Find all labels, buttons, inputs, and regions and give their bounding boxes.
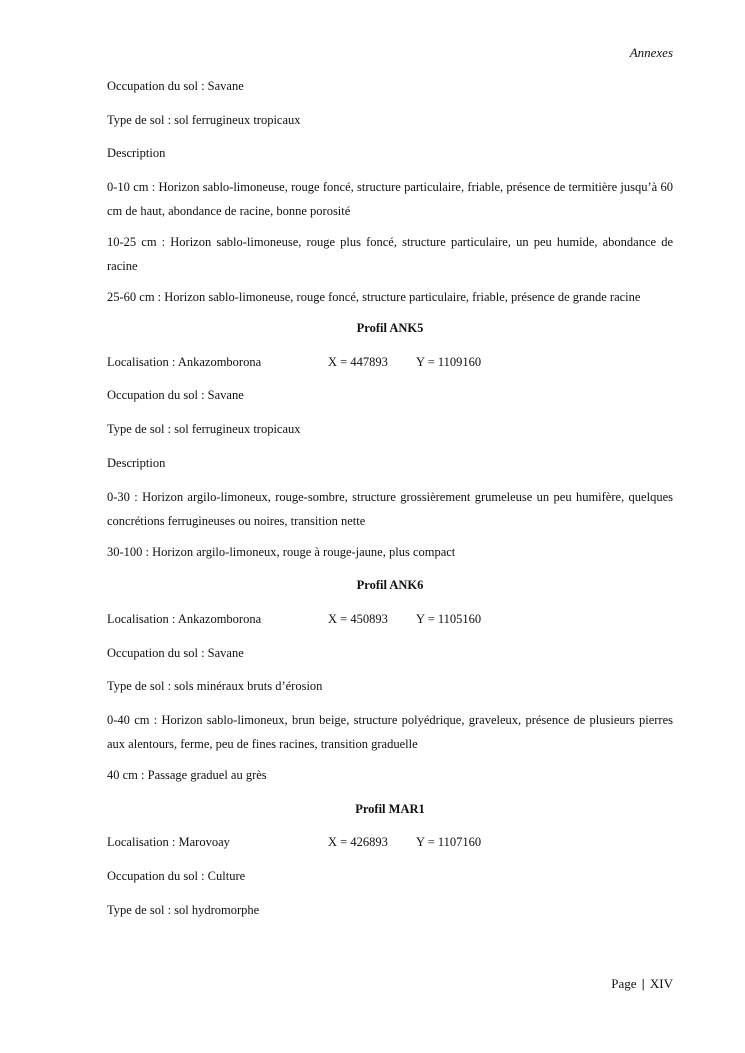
y-coordinate: Y = 1107160 — [416, 835, 482, 850]
page-label: Page — [611, 976, 637, 991]
description-heading: Description — [107, 455, 166, 470]
page-footer — [611, 976, 673, 992]
running-header: Annexes — [629, 45, 673, 60]
soil-type-line: Type de sol : sol hydromorphe — [107, 902, 260, 917]
horizon-line: 40 cm : Passage graduel au grès — [107, 767, 267, 782]
page-content — [107, 77, 673, 934]
page-number: XIV — [649, 976, 673, 991]
soil-type-line: Type de sol : sol ferrugineux tropicaux — [107, 422, 301, 437]
description-heading: Description — [107, 146, 166, 161]
horizon-paragraph: 10-25 cm : Horizon sablo-limoneuse, rouge plus foncé, structure particulaire, un peu humide, abondance de racine — [107, 235, 673, 274]
y-coordinate: Y = 1105160 — [416, 611, 482, 626]
occupation-line: Occupation du sol : Culture — [107, 869, 246, 883]
occupation-line: Occupation du sol : Savane — [107, 645, 244, 660]
x-coordinate: X = 450893 — [328, 611, 388, 626]
y-coordinate: Y = 1109160 — [416, 354, 482, 369]
location-label: Localisation : Marovoay — [107, 835, 230, 850]
x-coordinate: X = 426893 — [328, 835, 388, 850]
x-coordinate: X = 447893 — [328, 354, 388, 369]
horizon-paragraph: 0-30 : Horizon argilo-limoneux, rouge-sombre, structure grossièrement grumeleuse un peu humifère, quelques concrétions ferrugineuses ou noires, transition nette — [107, 489, 673, 528]
horizon-line: 30-100 : Horizon argilo-limoneux, rouge à rouge-jaune, plus compact — [107, 544, 456, 559]
location-line-mar1 — [107, 833, 673, 867]
profile-title-mar1: Profil MAR1 — [355, 801, 425, 816]
horizon-paragraph: 25-60 cm : Horizon sablo-limoneuse, rouge foncé, structure particulaire, friable, présence de grande racine — [107, 290, 641, 305]
soil-type-line: Type de sol : sol ferrugineux tropicaux — [107, 112, 301, 127]
occupation-line: Occupation du sol : Savane — [107, 79, 244, 93]
soil-type-line: Type de sol : sols minéraux bruts d’érosion — [107, 679, 323, 694]
location-label: Localisation : Ankazomborona — [107, 611, 262, 626]
horizon-paragraph: 0-10 cm : Horizon sablo-limoneuse, rouge foncé, structure particulaire, friable, présence de termitière jusqu’à 60 cm de haut, abondance de racine, bonne porosité — [107, 180, 673, 219]
page-separator: | — [641, 976, 645, 991]
location-line-ank5 — [107, 353, 673, 387]
occupation-line: Occupation du sol : Savane — [107, 388, 244, 403]
location-label: Localisation : Ankazomborona — [107, 354, 262, 369]
profile-title-ank5: Profil ANK5 — [356, 321, 424, 336]
profile-title-ank6: Profil ANK6 — [356, 578, 424, 593]
location-line-ank6 — [107, 610, 673, 644]
horizon-paragraph: 0-40 cm : Horizon sablo-limoneux, brun beige, structure polyédrique, graveleux, présence de plusieurs pierres aux alentours, ferme, peu de fines racines, transition graduelle — [107, 712, 673, 751]
